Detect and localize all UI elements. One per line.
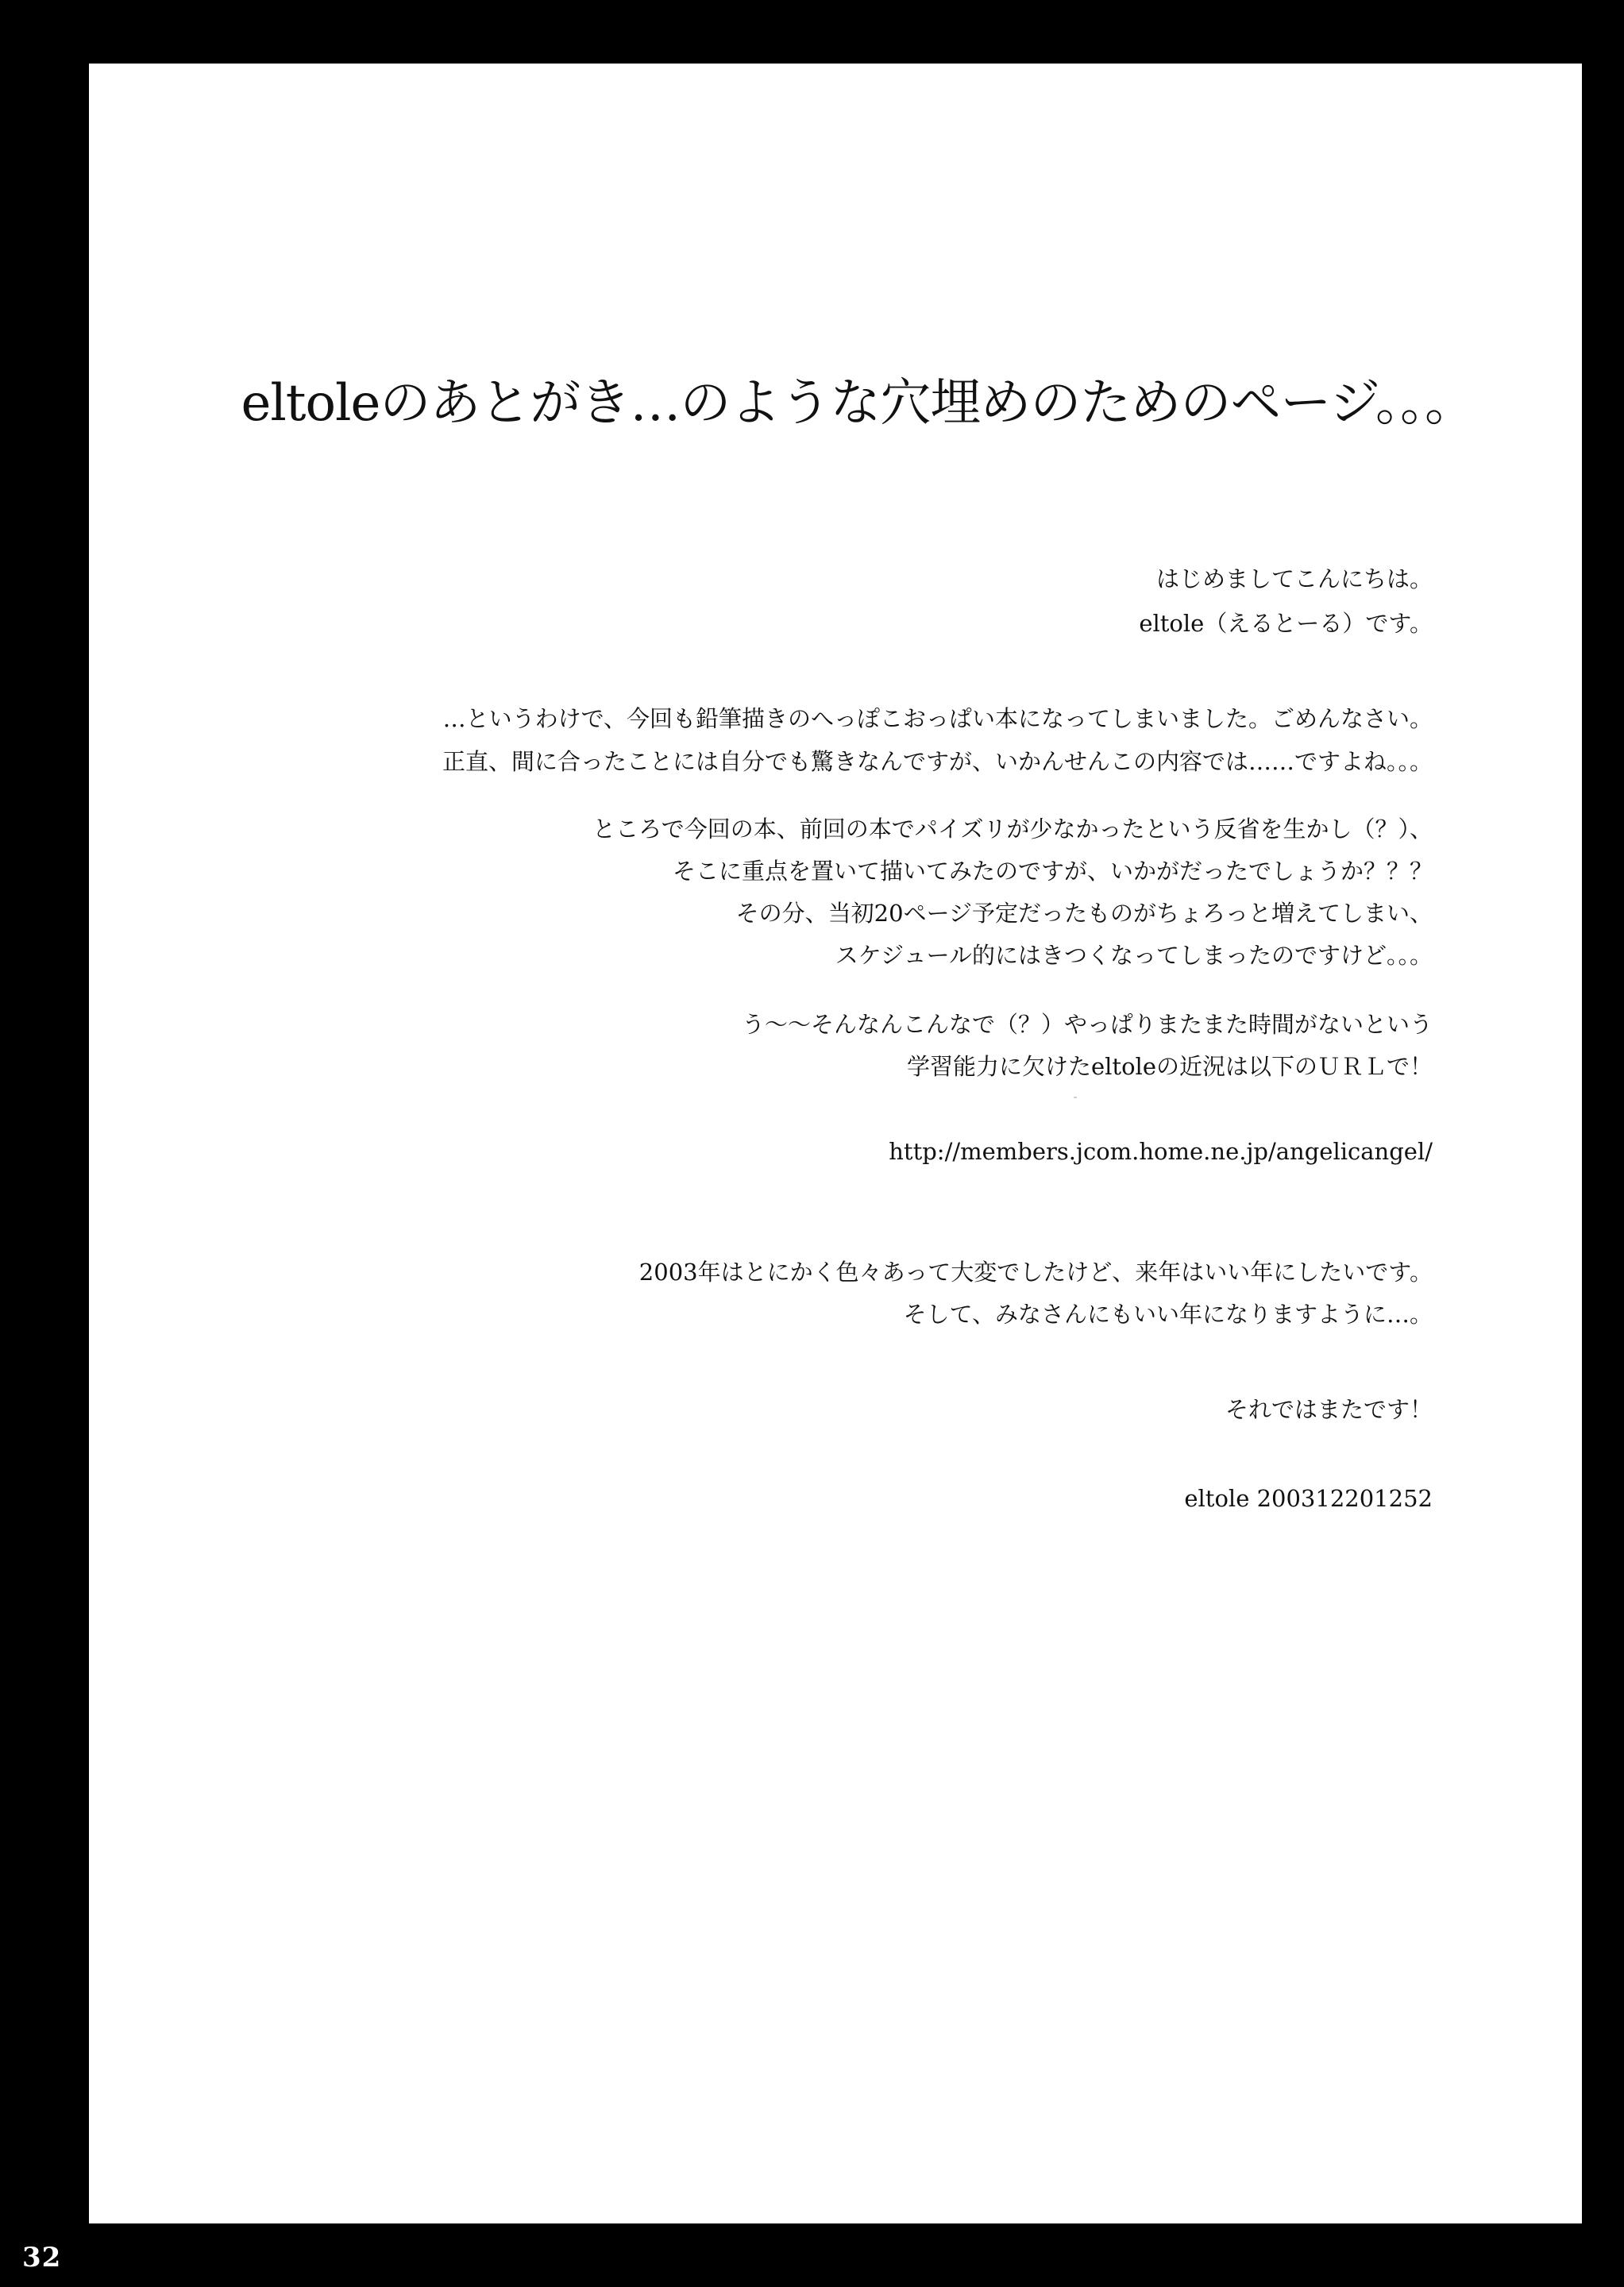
page-number: 32 [22, 2242, 62, 2274]
signature: eltole 200312201252 [1184, 1485, 1433, 1512]
author-intro-line: eltole（えるとーる）です。 [1139, 610, 1433, 637]
body-line-schedule: スケジュール的にはきつくなってしまったのですけど。。。 [835, 942, 1433, 969]
body-line-no-time: う～～そんなんこんなで（？）やっぱりまたまた時間がないという [741, 1011, 1433, 1038]
body-line-news: 学習能力に欠けたeltoleの近況は以下のＵＲＬで！ [907, 1053, 1433, 1080]
print-speck [1074, 1097, 1077, 1098]
body-line-apology: …というわけで、今回も鉛筆描きのへっぽこおっぱい本になってしまいました。ごめんなさい。 [442, 705, 1433, 732]
body-line-honestly: 正直、間に合ったことには自分でも驚きなんですが、いかんせんこの内容では……ですよね。。。 [442, 748, 1433, 775]
body-line-focus: そこに重点を置いて描いてみたのですが、いかがだったでしょうか？？？ [672, 858, 1433, 885]
body-line-page-count: その分、当初20ページ予定だったものがちょろっと増えてしまい、 [735, 900, 1433, 927]
greeting-line: はじめましてこんにちは。 [1155, 565, 1433, 592]
closing-line: それではまたです！ [1225, 1396, 1433, 1423]
page-sheet [89, 64, 1582, 2223]
body-line-wishes: そして、みなさんにもいい年になりますように…。 [903, 1301, 1433, 1328]
body-line-this-book: ところで今回の本、前回の本でパイズリが少なかったという反省を生かし（？）、 [592, 816, 1433, 843]
website-url: http://members.jcom.home.ne.jp/angelicangel/ [889, 1138, 1433, 1165]
body-line-year: 2003年はとにかく色々あって大変でしたけど、来年はいい年にしたいです。 [638, 1259, 1433, 1286]
page-title: eltoleのあとがき…のような穴埋めのためのページ。。。 [241, 374, 1475, 433]
